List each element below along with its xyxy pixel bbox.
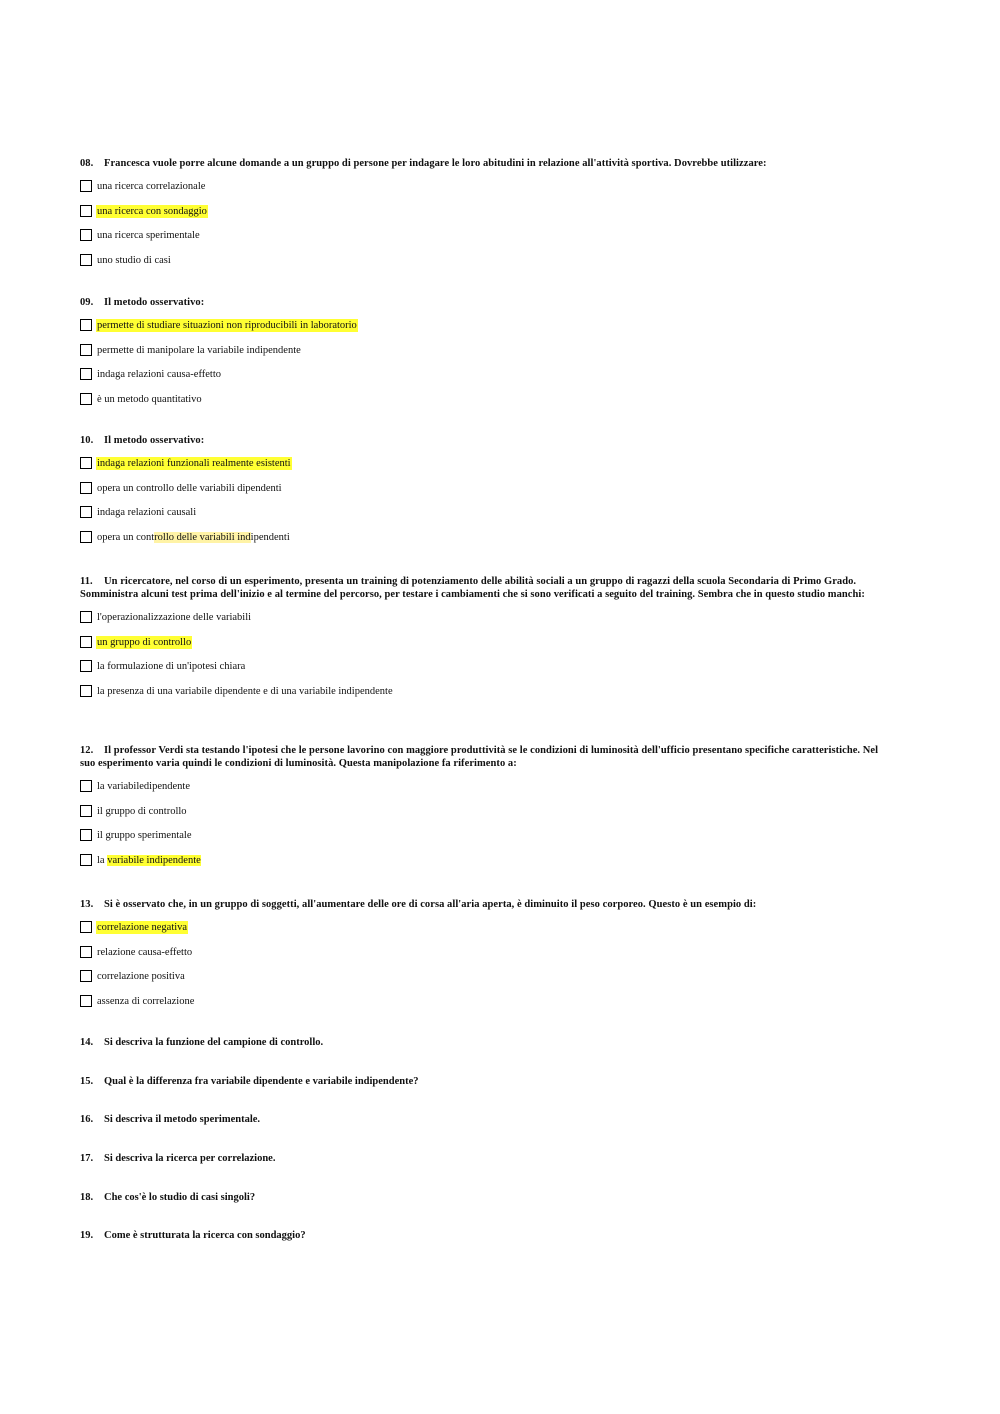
option[interactable]: il gruppo sperimentale — [80, 829, 895, 854]
checkbox[interactable] — [80, 995, 92, 1007]
option[interactable]: relazione causa-effetto — [80, 946, 895, 971]
question-09 — [80, 296, 895, 417]
checkbox[interactable] — [80, 254, 92, 266]
option[interactable]: opera un controllo delle variabili dipendenti — [80, 482, 895, 507]
open-question-15: 15. Qual è la differenza fra variabile dipendente e variabile indipendente? — [80, 1076, 419, 1087]
option[interactable]: una ricerca sperimentale — [80, 229, 895, 254]
checkbox[interactable] — [80, 660, 92, 672]
checkbox[interactable] — [80, 636, 92, 648]
checkbox[interactable] — [80, 970, 92, 982]
open-question-14: 14. Si descriva la funzione del campione di controllo. — [80, 1037, 324, 1048]
question-12 — [80, 744, 895, 878]
option[interactable]: uno studio di casi — [80, 254, 895, 279]
question-11 — [80, 575, 895, 709]
checkbox[interactable] — [80, 854, 92, 866]
checkbox[interactable] — [80, 368, 92, 380]
option-highlighted[interactable]: una ricerca con sondaggio — [80, 205, 895, 230]
option-highlighted[interactable]: un gruppo di controllo — [80, 636, 895, 661]
checkbox[interactable] — [80, 946, 92, 958]
checkbox[interactable] — [80, 482, 92, 494]
open-question-16: 16. Si descriva il metodo sperimentale. — [80, 1114, 261, 1125]
checkbox[interactable] — [80, 780, 92, 792]
checkbox[interactable] — [80, 180, 92, 192]
option-highlighted[interactable]: permette di studiare situazioni non riproducibili in laboratorio — [80, 319, 895, 344]
open-question-18: 18. Che cos'è lo studio di casi singoli? — [80, 1192, 256, 1203]
checkbox[interactable] — [80, 319, 92, 331]
checkbox[interactable] — [80, 829, 92, 841]
checkbox[interactable] — [80, 393, 92, 405]
checkbox[interactable] — [80, 229, 92, 241]
question-text: 08. Francesca vuole porre alcune domande a un gruppo di persone per indagare le loro abitudini in relazione all'attività sportiva. Dovrebbe utilizzare: — [80, 158, 767, 169]
question-text: 12. Il professor Verdi sta testando l'ipotesi che le persone lavorino con maggiore produttività se le condizioni di luminosità dell'ufficio presentano specifiche caratteristiche. Nel suo esperimento varia quindi le condizioni di luminosità. Questa manipolazione fa riferimento a: — [80, 745, 879, 769]
option[interactable]: permette di manipolare la variabile indipendente — [80, 344, 895, 369]
option[interactable]: la formulazione di un'ipotesi chiara — [80, 660, 895, 685]
option[interactable]: la presenza di una variabile dipendente e di una variabile indipendente — [80, 685, 895, 710]
option-highlighted[interactable]: indaga relazioni funzionali realmente esistenti — [80, 457, 895, 482]
question-text: 13. Si è osservato che, in un gruppo di soggetti, all'aumentare delle ore di corsa all'aria aperta, è diminuito il peso corporeo. Questo è un esempio di: — [80, 899, 757, 910]
question-text: 11. Un ricercatore, nel corso di un esperimento, presenta un training di potenziamento delle abilità sociali a un gruppo di ragazzi della scuola Secondaria di Primo Grado. Somministra alcuni test prima dell'inizio e al termine del percorso, per testare i cambiamenti che si sono verificati a seguito del training. Sembra che in questo studio manchi: — [80, 576, 865, 600]
checkbox[interactable] — [80, 205, 92, 217]
open-question-17: 17. Si descriva la ricerca per correlazione. — [80, 1153, 276, 1164]
option[interactable]: assenza di correlazione — [80, 995, 895, 1020]
checkbox[interactable] — [80, 805, 92, 817]
checkbox[interactable] — [80, 611, 92, 623]
checkbox[interactable] — [80, 531, 92, 543]
question-text: 09. Il metodo osservativo: — [80, 297, 205, 308]
option-partial-highlight[interactable]: la variabile indipendente — [80, 854, 895, 879]
checkbox[interactable] — [80, 506, 92, 518]
option[interactable]: correlazione positiva — [80, 970, 895, 995]
checkbox[interactable] — [80, 344, 92, 356]
question-text: 10. Il metodo osservativo: — [80, 435, 205, 446]
option-highlighted[interactable]: correlazione negativa — [80, 921, 895, 946]
checkbox[interactable] — [80, 685, 92, 697]
option[interactable]: l'operazionalizzazione delle variabili — [80, 611, 895, 636]
checkbox[interactable] — [80, 457, 92, 469]
option-partial-highlight[interactable]: opera un controllo delle variabili indipendenti — [80, 531, 895, 556]
open-question-19: 19. Come è strutturata la ricerca con sondaggio? — [80, 1230, 306, 1241]
option[interactable]: una ricerca correlazionale — [80, 180, 895, 205]
question-08 — [80, 157, 895, 278]
option[interactable]: è un metodo quantitativo — [80, 393, 895, 418]
option[interactable]: la variabiledipendente — [80, 780, 895, 805]
option[interactable]: il gruppo di controllo — [80, 805, 895, 830]
question-13 — [80, 898, 895, 1019]
option[interactable]: indaga relazioni causa-effetto — [80, 368, 895, 393]
option[interactable]: indaga relazioni causali — [80, 506, 895, 531]
checkbox[interactable] — [80, 921, 92, 933]
question-10 — [80, 434, 895, 555]
